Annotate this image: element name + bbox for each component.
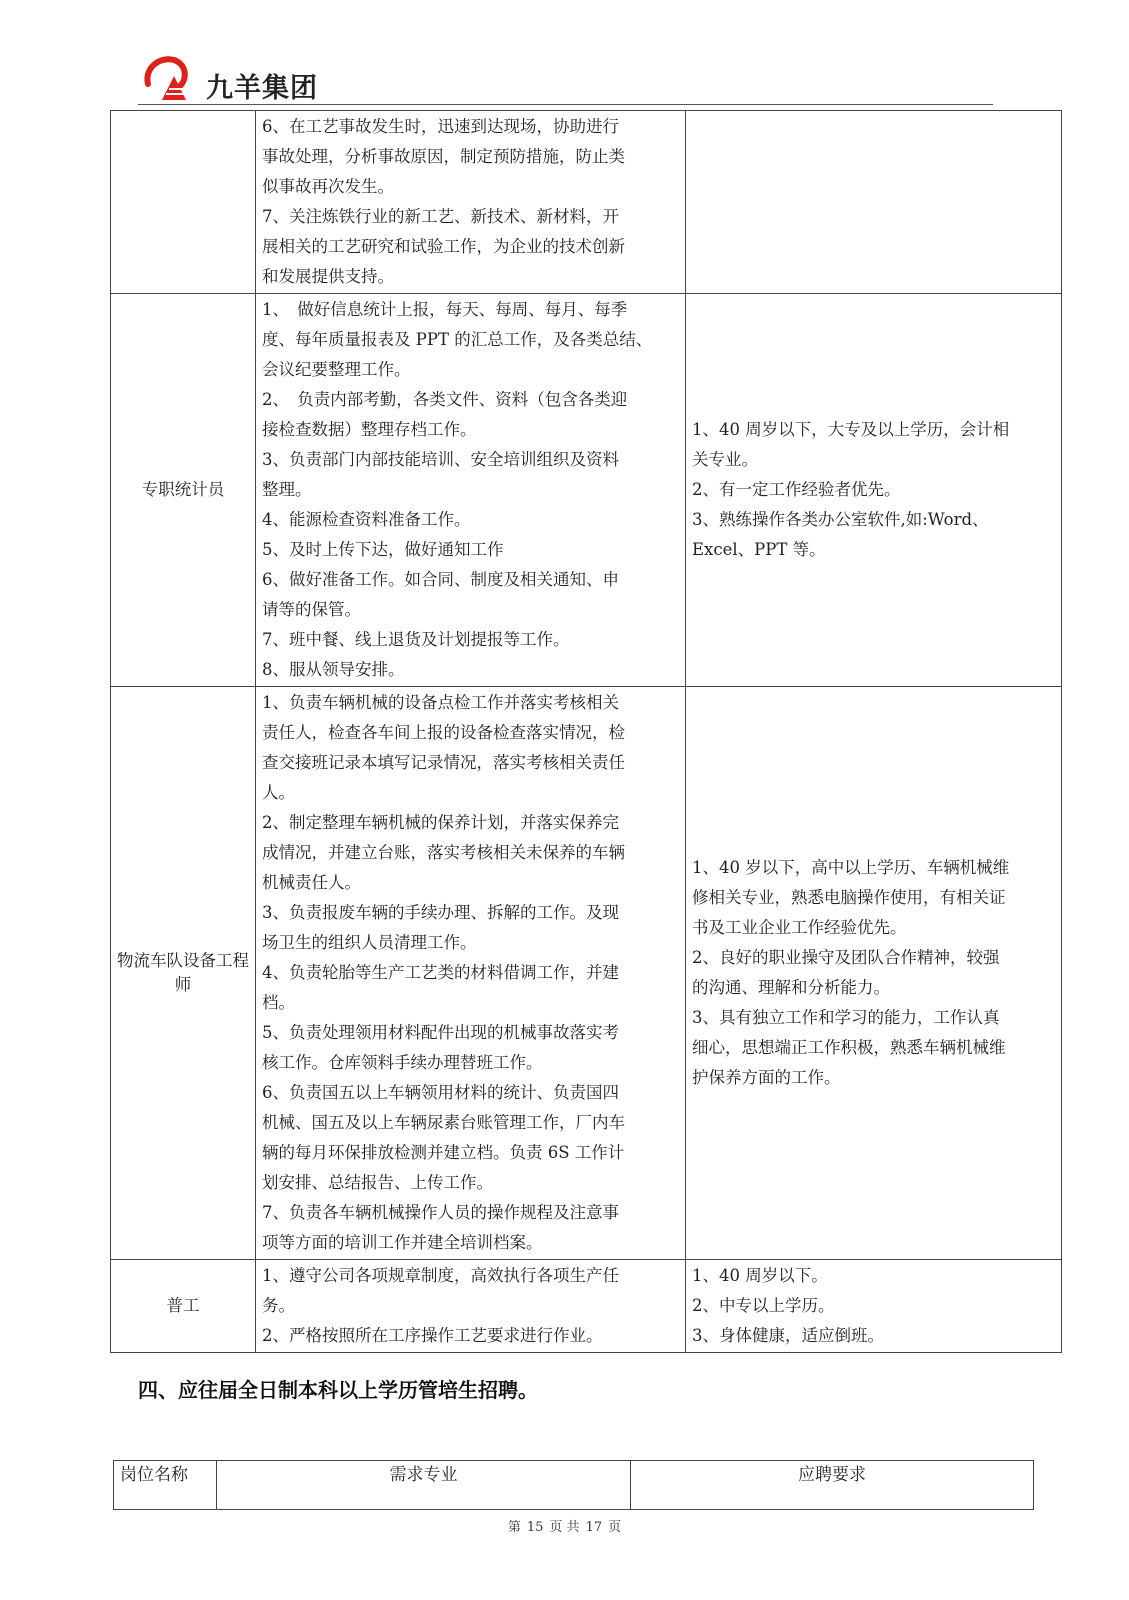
duty-line: 度、每年质量报表及 PPT 的汇总工作，及各类总结、 <box>262 330 653 349</box>
requirements-cell <box>686 294 1062 687</box>
requirement-line: 2、有一定工作经验者优先。 <box>692 480 901 499</box>
requirements-cell <box>686 1260 1062 1353</box>
duty-line: 似事故再次发生。 <box>262 177 394 196</box>
duties-cell <box>256 1260 686 1353</box>
footer-suffix: 页 <box>608 1520 622 1535</box>
duty-line: 7、负责各车辆机械操作人员的操作规程及注意事 <box>262 1203 619 1222</box>
header-position-name: 岗位名称 <box>114 1461 217 1510</box>
requirement-line: 3、具有独立工作和学习的能力，工作认真 <box>692 1008 1000 1027</box>
requirement-line: 细心，思想端正工作积极，熟悉车辆机械维 <box>692 1038 1006 1057</box>
duty-line: 8、服从领导安排。 <box>262 660 405 679</box>
duty-line: 4、能源检查资料准备工作。 <box>262 510 471 529</box>
duty-line: 5、及时上传下达，做好通知工作 <box>262 540 504 559</box>
duty-line: 人。 <box>262 783 295 802</box>
footer-middle: 页 共 <box>549 1520 580 1535</box>
duty-line: 接检查数据）整理存档工作。 <box>262 420 477 439</box>
requirement-line: 3、身体健康，适应倒班。 <box>692 1326 884 1345</box>
footer-total-pages: 17 <box>585 1520 603 1535</box>
duties-cell <box>256 111 686 294</box>
header-requirements: 应聘要求 <box>631 1461 1034 1510</box>
requirement-line: 2、中专以上学历。 <box>692 1296 835 1315</box>
duty-line: 6、在工艺事故发生时，迅速到达现场，协助进行 <box>262 117 619 136</box>
duty-line: 5、负责处理领用材料配件出现的机械事故落实考 <box>262 1023 619 1042</box>
requirement-line: 护保养方面的工作。 <box>692 1068 841 1087</box>
duty-line: 核工作。仓库领料手续办理替班工作。 <box>262 1053 543 1072</box>
requirements-cell <box>686 687 1062 1260</box>
duty-line: 3、负责报废车辆的手续办理、拆解的工作。及现 <box>262 903 619 922</box>
duty-line: 和发展提供支持。 <box>262 267 394 286</box>
duty-line: 1、遵守公司各项规章制度，高效执行各项生产任 <box>262 1266 619 1285</box>
requirement-line: Excel、PPT 等。 <box>692 540 826 559</box>
job-table <box>110 110 1062 1353</box>
requirement-line: 2、良好的职业操守及团队合作精神，较强 <box>692 948 1000 967</box>
management-trainee-table <box>113 1460 1034 1510</box>
duty-line: 2、 负责内部考勤，各类文件、资料（包含各类迎 <box>262 390 628 409</box>
role-cell: 专职统计员 <box>111 294 256 687</box>
duties-cell <box>256 294 686 687</box>
requirement-line: 3、熟练操作各类办公室软件,如:Word、 <box>692 510 989 529</box>
table-header-row <box>114 1461 1034 1510</box>
section-heading: 四、应往届全日制本科以上学历管培生招聘。 <box>138 1378 538 1402</box>
duty-line: 3、负责部门内部技能培训、安全培训组织及资料 <box>262 450 619 469</box>
duty-line: 项等方面的培训工作并建全培训档案。 <box>262 1233 543 1252</box>
company-name: 九羊集团 <box>206 73 318 104</box>
page-footer <box>0 1516 1129 1535</box>
requirement-line: 1、40 周岁以下。 <box>692 1266 828 1285</box>
duty-line: 责任人，检查各车间上报的设备检查落实情况，检 <box>262 723 625 742</box>
duty-line: 辆的每月环保排放检测并建立档。负责 6S 工作计 <box>262 1143 625 1162</box>
requirement-line: 修相关专业，熟悉电脑操作使用，有相关证 <box>692 888 1006 907</box>
role-cell: 物流车队设备工程师 <box>111 687 256 1260</box>
requirements-cell <box>686 111 1062 294</box>
duty-line: 档。 <box>262 993 295 1012</box>
requirement-line: 的沟通、理解和分析能力。 <box>692 978 890 997</box>
duty-line: 1、 做好信息统计上报，每天、每周、每月、每季 <box>262 300 628 319</box>
duty-line: 6、负责国五以上车辆领用材料的统计、负责国四 <box>262 1083 619 1102</box>
duty-line: 1、负责车辆机械的设备点检工作并落实考核相关 <box>262 693 619 712</box>
footer-prefix: 第 <box>507 1520 521 1535</box>
duties-cell <box>256 687 686 1260</box>
duty-line: 6、做好准备工作。如合同、制度及相关通知、申 <box>262 570 619 589</box>
requirement-line: 书及工业企业工作经验优先。 <box>692 918 907 937</box>
duty-line: 2、制定整理车辆机械的保养计划，并落实保养完 <box>262 813 619 832</box>
table-row <box>111 1260 1062 1353</box>
duty-line: 场卫生的组织人员清理工作。 <box>262 933 477 952</box>
page-header <box>138 54 993 106</box>
duty-line: 机械、国五及以上车辆尿素台账管理工作，厂内车 <box>262 1113 625 1132</box>
duty-line: 整理。 <box>262 480 312 499</box>
duty-line: 划安排、总结报告、上传工作。 <box>262 1173 493 1192</box>
duty-line: 会议纪要整理工作。 <box>262 360 411 379</box>
header-required-major: 需求专业 <box>217 1461 631 1510</box>
requirement-line: 关专业。 <box>692 450 758 469</box>
duty-line: 4、负责轮胎等生产工艺类的材料借调工作，并建 <box>262 963 619 982</box>
jiuyang-logo-icon <box>142 54 200 102</box>
duty-line: 查交接班记录本填写记录情况，落实考核相关责任 <box>262 753 625 772</box>
requirement-line: 1、40 周岁以下，大专及以上学历，会计相 <box>692 420 1010 439</box>
table-row <box>111 687 1062 1260</box>
role-cell: 普工 <box>111 1260 256 1353</box>
duty-line: 7、班中餐、线上退货及计划提报等工作。 <box>262 630 570 649</box>
duty-line: 7、关注炼铁行业的新工艺、新技术、新材料，开 <box>262 207 619 226</box>
role-cell <box>111 111 256 294</box>
requirement-line: 1、40 岁以下，高中以上学历、车辆机械维 <box>692 858 1010 877</box>
footer-page-number: 15 <box>526 1520 544 1535</box>
duty-line: 务。 <box>262 1296 295 1315</box>
duty-line: 2、严格按照所在工序操作工艺要求进行作业。 <box>262 1326 603 1345</box>
table-row <box>111 111 1062 294</box>
header-divider <box>138 104 993 105</box>
duty-line: 成情况，并建立台账，落实考核相关未保养的车辆 <box>262 843 625 862</box>
table-row <box>111 294 1062 687</box>
duty-line: 请等的保管。 <box>262 600 361 619</box>
duty-line: 机械责任人。 <box>262 873 361 892</box>
duty-line: 展相关的工艺研究和试验工作，为企业的技术创新 <box>262 237 625 256</box>
duty-line: 事故处理，分析事故原因，制定预防措施，防止类 <box>262 147 625 166</box>
